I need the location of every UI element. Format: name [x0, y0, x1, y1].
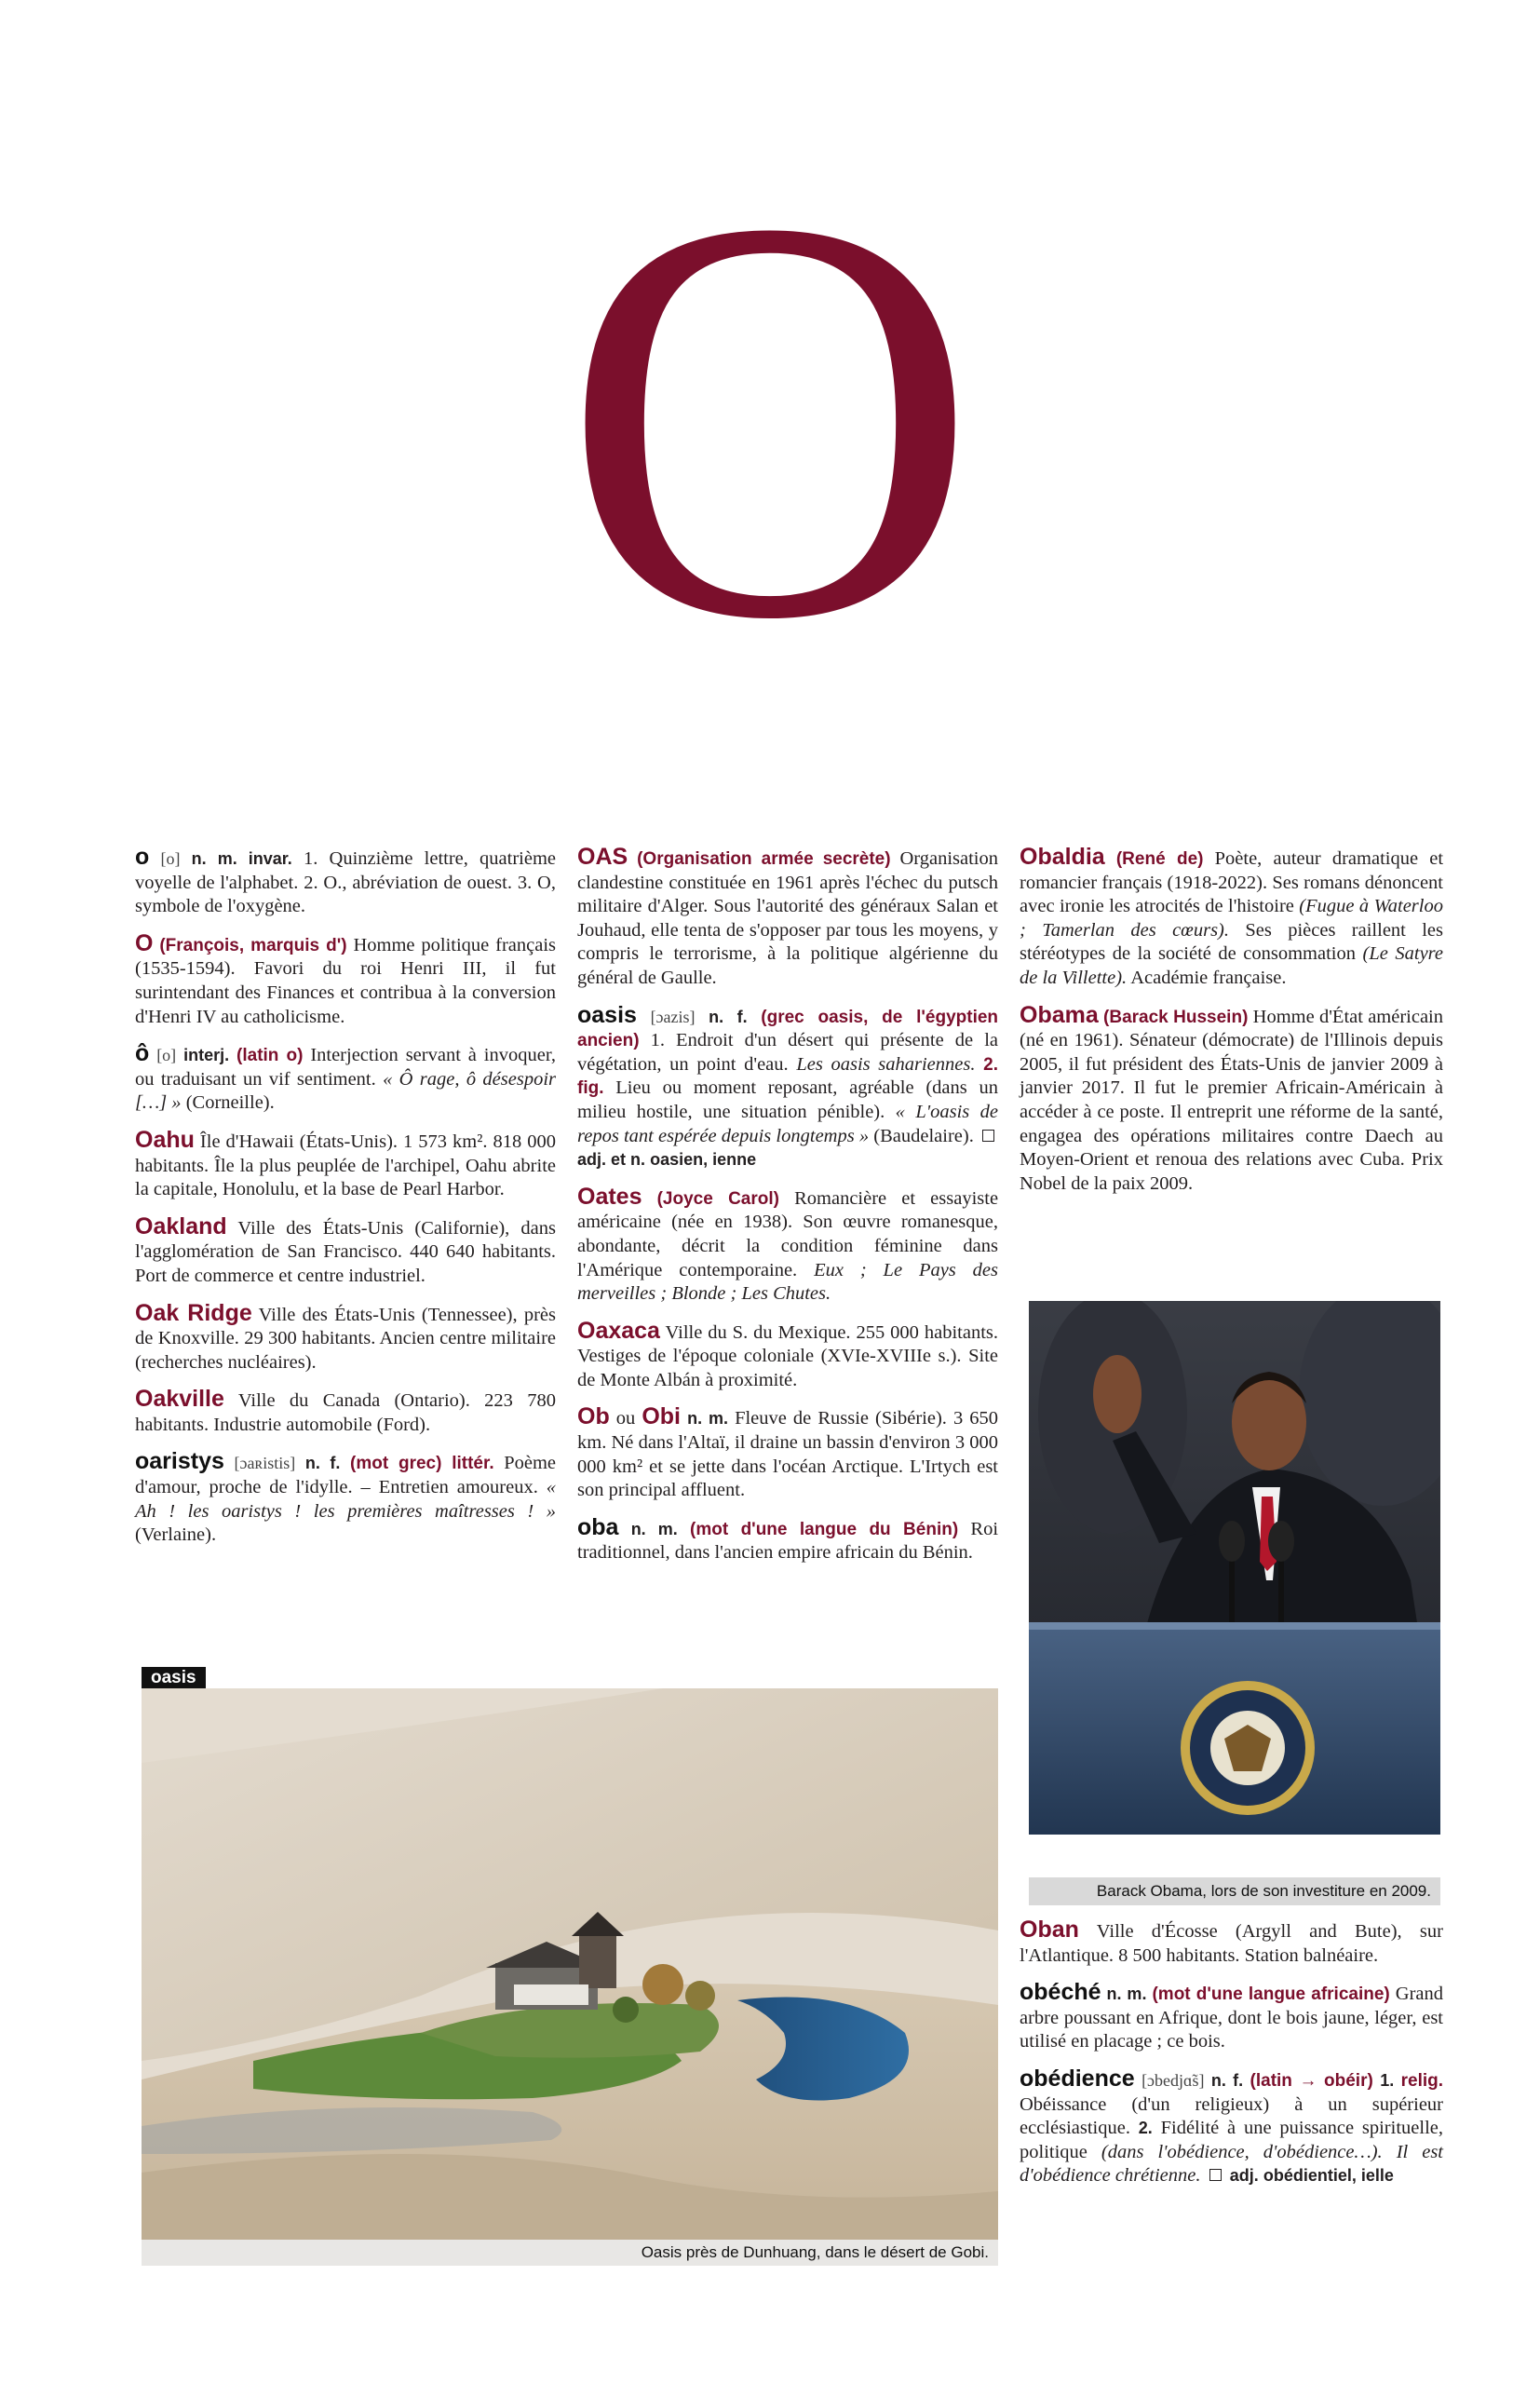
entry-oban [1020, 1918, 1443, 1968]
headword: Oahu [135, 1126, 195, 1153]
example-2: « L'oasis de repos tant espérée depuis longtemps » [577, 1101, 999, 1146]
source: (Corneille). [185, 1092, 275, 1114]
headword: Oakland [135, 1212, 227, 1239]
definition: Île d'Hawaii (États-Unis). 1 573 km². 818 000 habitants. Île la plus peuplée de l'archipel, Oahu abrite la capitale, Honolulu, et la base de Pearl Harbor. [135, 1131, 557, 1200]
derivative: oasien, ienne [650, 1150, 757, 1170]
works-2: (Le Satyre de la Villette). [1020, 943, 1443, 988]
oasis-figure-tag: oasis [142, 1667, 206, 1688]
derivative-grammar: adj. [1229, 2166, 1259, 2186]
definition: Roi traditionnel, dans l'ancien empire africain du Bénin. [577, 1518, 999, 1564]
oasis-caption: Oasis près de Dunhuang, dans le désert de Gobi. [142, 2240, 998, 2266]
definition: Poète, auteur dramatique et romancier français (1918-2022). Ses romans dénoncent avec ironie les atrocités de l'histoire [1020, 848, 1444, 917]
headword: Oakville [135, 1386, 224, 1413]
etymology: (mot d'une langue du Bénin) [690, 1519, 959, 1539]
entry-oakville [135, 1388, 556, 1437]
oasis-illustration [142, 1688, 998, 2266]
definition: Ville d'Écosse (Argyll and Bute), sur l'Atlantique. 8 500 habitants. Station balnéaire. [1020, 1921, 1443, 1966]
example: (dans l'obédience, d'obédience…). Il est d'obédience chrétienne. [1020, 2141, 1443, 2187]
grammar: n. m. invar. [191, 849, 292, 868]
definition: Poème d'amour, proche de l'idylle. – Entretien amoureux. [135, 1453, 557, 1498]
phonetic: [o] [160, 849, 181, 868]
grammar: n. m. [687, 1409, 729, 1429]
usage-label: 2. fig. [577, 1054, 999, 1099]
subtitle: (François, marquis d') [159, 935, 347, 955]
phonetic: [o] [156, 1046, 177, 1065]
entry-o-francois [135, 929, 557, 1029]
column-2 [577, 846, 998, 1578]
example: « Ô rage, ô désespoir […] » [135, 1068, 556, 1114]
phonetic: [ɔbedjɑ̃s] [1141, 2070, 1205, 2090]
sense-number-1: 1. [1380, 2070, 1395, 2090]
definition-1: 1. Endroit d'un désert qui présente de la végétation, un point d'eau. [577, 1030, 998, 1075]
entry-oak-ridge [135, 1299, 556, 1375]
etymology: (latin → obéir) [1250, 2070, 1373, 2091]
entry-obama [1020, 1001, 1444, 1197]
column-1 [135, 846, 556, 1561]
grammar: n. f. [1210, 2070, 1244, 2090]
grammar: interj. [183, 1046, 230, 1065]
definition: Ville du S. du Mexique. 255 000 habitants. Vestiges de l'époque coloniale (XVIe-XVIIIe s.). Site de Monte Albán à proximité. [577, 1321, 999, 1390]
column-3-lower [1020, 1918, 1443, 2201]
sense-number-2: 2. [1138, 2119, 1153, 2138]
definition: Romancière et essayiste américaine (née en 1938). Son œuvre romanesque, abondante, décrit la condition féminine dans l'Amérique contemporaine. [577, 1187, 999, 1280]
derivative-grammar: adj. et n. [577, 1150, 646, 1170]
column-3 [1020, 846, 1443, 1209]
entry-oba [577, 1513, 999, 1565]
definition-3: Académie française. [1130, 967, 1287, 988]
headword: oasis [577, 1001, 637, 1028]
example-1: Les oasis sahariennes. [796, 1053, 976, 1075]
subtitle: (Barack Hussein) [1103, 1007, 1249, 1027]
headword: ô [135, 1040, 150, 1067]
grammar: n. f. [709, 1007, 748, 1026]
headword: oba [577, 1513, 619, 1540]
entry-obedience [1020, 2067, 1443, 2188]
headword: obédience [1020, 2065, 1135, 2092]
etymology: (latin o) [236, 1046, 304, 1066]
entry-oaxaca [577, 1317, 999, 1393]
entry-obaldia [1020, 846, 1443, 991]
definition-2: Ses pièces raillent les stéréotypes de la société de consommation [1020, 919, 1444, 965]
etymology: (mot grec) littér. [350, 1454, 494, 1474]
definition: 1. Quinzième lettre, quatrième voyelle de l'alphabet. 2. O., abréviation de ouest. 3. O, symbole de l'oxygène. [135, 848, 557, 917]
subtitle: (Organisation armée secrète) [637, 849, 891, 869]
section-letter: O [561, 100, 979, 738]
subtitle: (Joyce Carol) [656, 1188, 779, 1209]
headword: O [135, 929, 154, 956]
grammar: n. m. [1106, 1984, 1147, 2004]
definition: Homme d'État américain (né en 1961). Sénateur (démocrate) de l'Illinois depuis 2005, il fut président des États-Unis de janvier 2009 à janvier 2017. Il fut le premier Africain-Américain à accéder à ce poste. Il entreprit une réforme de la santé, engagea des opérations militaires contre Daech au Moyen-Orient et renoua des relations avec Cuba. Prix Nobel de la paix 2009. [1020, 1006, 1444, 1194]
phonetic: [ɔazis] [650, 1007, 696, 1026]
works-1: (Fugue à Waterloo ; Tamerlan des cœurs). [1020, 896, 1443, 941]
definition: Fleuve de Russie (Sibérie). 3 650 km. Né dans l'Altaï, il draine un bassin d'environ 3 000 000 km² et se jette dans l'océan Arctique. L'Irtych est son principal affluent. [577, 1408, 999, 1501]
headword: Oban [1020, 1917, 1079, 1943]
definition: Organisation clandestine constituée en 1961 après l'échec du putsch militaire d'Alger. Sous l'autorité des généraux Salan et Jouhaud, elle tenta de s'opposer par tous les moyens, y compris le terrorisme, à la politique algérienne du général de Gaulle. [577, 848, 999, 988]
entry-o [135, 846, 556, 919]
works: Eux ; Le Pays des merveilles ; Blonde ; Les Chutes. [577, 1259, 999, 1305]
example: « Ah ! les oaristys ! les premières maîtresses ! » [135, 1477, 557, 1522]
definition: Grand arbre poussant en Afrique, dont le bois jaune, léger, est utilisé en placage ; ce bois. [1020, 1984, 1443, 2052]
headword: Oates [577, 1183, 642, 1210]
obama-caption: Barack Obama, lors de son investiture en 2009. [1029, 1877, 1440, 1905]
definition: Interjection servant à invoquer, ou traduisant un vif sentiment. [135, 1045, 556, 1090]
definition-2: Fidélité à une puissance spirituelle, politique [1020, 2118, 1443, 2162]
derivative-square-icon [982, 1130, 994, 1142]
headword: Oak Ridge [135, 1299, 252, 1326]
usage-label: relig. [1400, 2070, 1444, 2091]
definition-1: Obéissance (d'un religieux) à un supérieur ecclésiastique. [1020, 2093, 1443, 2139]
headword: o [135, 844, 150, 870]
derivative-square-icon [1209, 2169, 1222, 2181]
entry-oahu [135, 1126, 557, 1202]
headword: Obama [1020, 1001, 1099, 1028]
entry-ob [577, 1405, 998, 1502]
grammar: n. f. [304, 1454, 341, 1473]
definition: Ville des États-Unis (Californie), dans l'agglomération de San Francisco. 440 640 habitants. Port de commerce et centre industriel. [135, 1217, 556, 1286]
obama-illustration [1029, 1301, 1440, 1835]
phonetic: [ɔaʀistis] [234, 1454, 296, 1473]
entry-oakland [135, 1212, 556, 1289]
headword: Oaxaca [577, 1317, 660, 1344]
definition: Ville du Canada (Ontario). 223 780 habitants. Industrie automobile (Ford). [135, 1390, 556, 1435]
headword-variant: Obi [642, 1403, 682, 1430]
oasis-photo [142, 1688, 998, 2266]
subtitle: (René de) [1115, 849, 1204, 869]
grammar: n. m. [630, 1519, 678, 1538]
entry-oas [577, 846, 998, 991]
headword: oaristys [135, 1448, 224, 1475]
definition: Ville des États-Unis (Tennessee), près de Knoxville. 29 300 habitants. Ancien centre militaire (recherches nucléaires). [135, 1304, 556, 1373]
entry-oasis [577, 1001, 999, 1172]
headword: OAS [577, 844, 628, 870]
headword: obéché [1020, 1979, 1101, 2006]
entry-oates [577, 1185, 998, 1307]
headword: Ob [577, 1403, 610, 1430]
etymology: (mot d'une langue africaine) [1152, 1984, 1390, 2005]
definition: Homme politique français (1535-1594). Favori du roi Henri III, il fut surintendant des Finances et contribua à la conversion d'Henri IV au catholicisme. [135, 934, 557, 1027]
entry-o-interj [135, 1042, 556, 1116]
source: (Baudelaire). [873, 1125, 974, 1146]
etymology: (grec oasis, de l'égyptien ancien) [577, 1007, 999, 1051]
derivative: obédientiel, ielle [1263, 2166, 1394, 2186]
obama-photo [1029, 1301, 1440, 1835]
definition-2: Lieu ou moment reposant, agréable (dans un milieu hostile, une situation pénible). [577, 1077, 998, 1122]
source: (Verlaine). [135, 1524, 217, 1546]
conjunction: ou [615, 1408, 636, 1429]
headword: Obaldia [1020, 844, 1105, 870]
entry-obeche [1020, 1981, 1443, 2054]
entry-oaristys [135, 1450, 556, 1547]
